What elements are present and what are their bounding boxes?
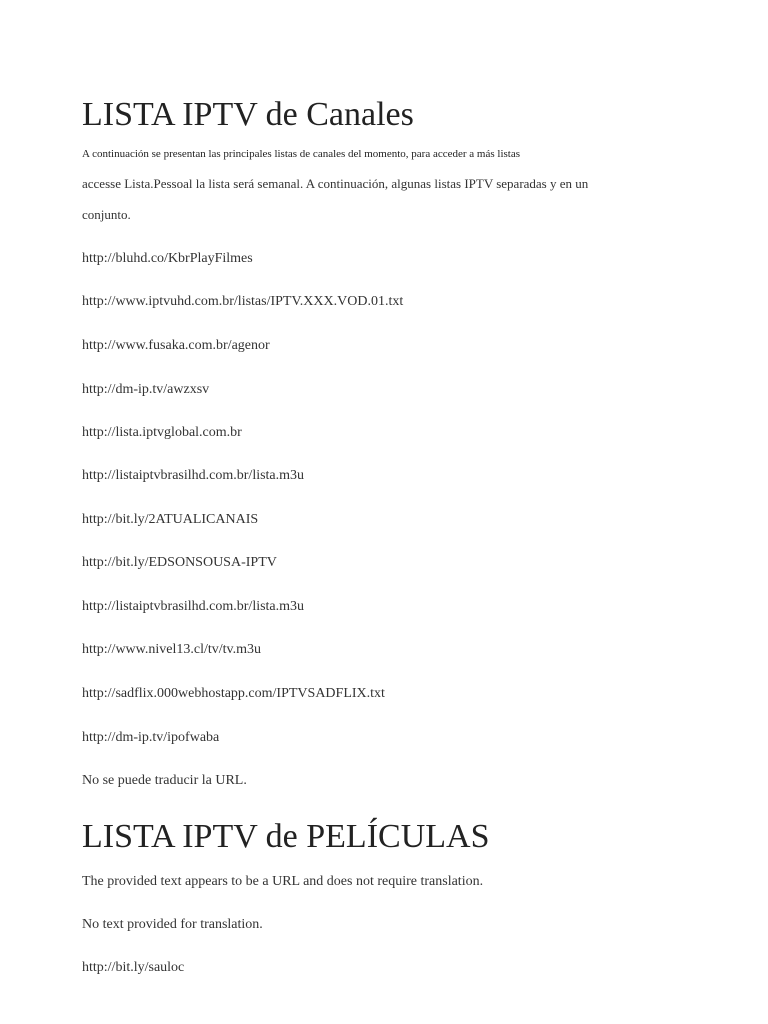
url-link[interactable]: http://dm-ip.tv/ipofwaba bbox=[82, 730, 220, 745]
list-item bbox=[82, 249, 253, 269]
list-item bbox=[82, 380, 209, 400]
url-link[interactable]: http://dm-ip.tv/awzxsv bbox=[82, 382, 210, 397]
url-link[interactable]: http://listaiptvbrasilhd.com.br/lista.m3u bbox=[82, 468, 305, 483]
url-link[interactable]: http://www.iptvuhd.com.br/listas/IPTV.XXX.VOD.01.txt bbox=[82, 294, 404, 309]
url-link[interactable]: http://www.fusaka.com.br/agenor bbox=[82, 338, 270, 353]
list-item bbox=[82, 640, 261, 660]
note-text: The provided text appears to be a URL and does not require translation. bbox=[82, 874, 484, 889]
list-item bbox=[82, 466, 304, 486]
url-link[interactable]: http://bit.ly/sauloc bbox=[82, 960, 185, 975]
url-link[interactable]: http://www.nivel13.cl/tv/tv.m3u bbox=[82, 642, 262, 657]
url-link[interactable]: http://bit.ly/2ATUALICANAIS bbox=[82, 512, 259, 527]
intro-line-1: A continuación se presentan las principales listas de canales del momento, para acceder a más listas bbox=[82, 148, 521, 160]
list-item bbox=[82, 553, 277, 573]
list-item bbox=[82, 728, 219, 748]
list-item bbox=[82, 510, 258, 530]
heading-canales: LISTA IPTV de Canales bbox=[82, 96, 414, 133]
list-item bbox=[82, 684, 385, 704]
intro-line-2: accesse Lista.Pessoal la lista será semanal. A continuación, algunas listas IPTV separadas y en un bbox=[82, 176, 589, 191]
url-link[interactable]: http://bit.ly/EDSONSOUSA-IPTV bbox=[82, 555, 277, 570]
list-item bbox=[82, 958, 184, 978]
note-text: No text provided for translation. bbox=[82, 917, 263, 932]
list-item bbox=[82, 336, 270, 356]
list-item bbox=[82, 292, 403, 312]
url-link[interactable]: http://lista.iptvglobal.com.br bbox=[82, 425, 242, 440]
intro-line-3: conjunto. bbox=[82, 207, 131, 222]
url-link[interactable]: http://bluhd.co/KbrPlayFilmes bbox=[82, 251, 253, 266]
heading-peliculas: LISTA IPTV de PELÍCULAS bbox=[82, 818, 490, 855]
list-item bbox=[82, 423, 242, 443]
list-item bbox=[82, 597, 304, 617]
url-link[interactable]: http://sadflix.000webhostapp.com/IPTVSADFLIX.txt bbox=[82, 686, 385, 701]
url-link[interactable]: http://listaiptvbrasilhd.com.br/lista.m3u bbox=[82, 599, 305, 614]
note-text: No se puede traducir la URL. bbox=[82, 773, 247, 788]
